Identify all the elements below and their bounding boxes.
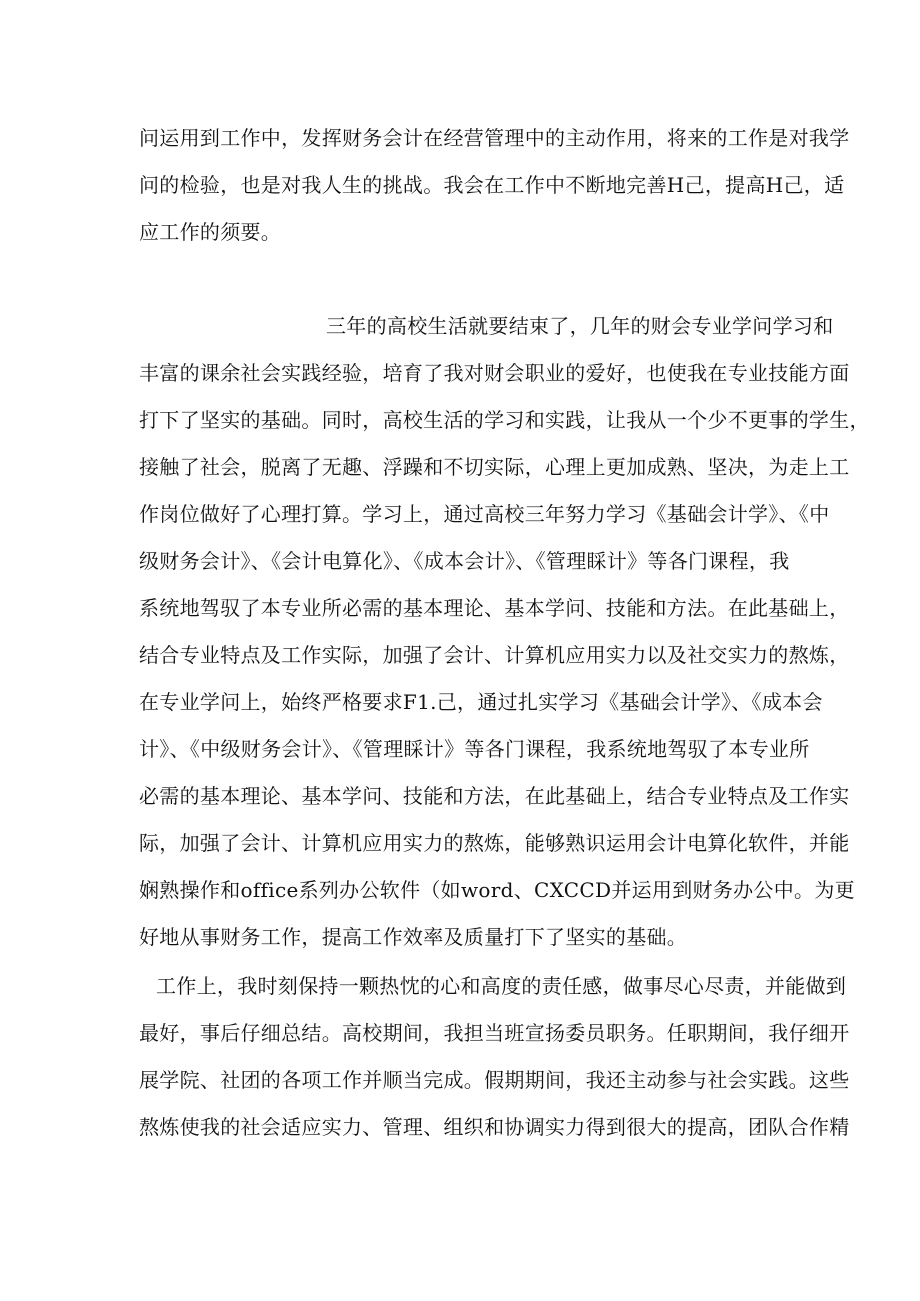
text-line: 作岗位做好了心理打算。学习上，通过高校三年努力学习《基础会计学》、《中 (139, 502, 830, 526)
text-line: 接触了社会，脱离了无趣、浮躁和不切实际，心理上更加成熟、坚决，为走上工 (139, 455, 850, 479)
text-line: 打下了坚实的基础。同时，高校生活的学习和实践，让我从一个少不更事的学生， (139, 408, 870, 432)
text-line: 必需的基本理论、基本学问、技能和方法，在此基础上，结合专业特点及工作实 (139, 784, 850, 808)
text-line: 应工作的须要。 (139, 220, 282, 244)
text-line: 娴熟操作和office系列办公软件（如word、CXCCD并运用到财务办公中。为更 (139, 878, 855, 902)
text-line: 三年的高校生活就要结束了，几年的财会专业学问学习和 (326, 314, 834, 338)
text-line: 最好，事后仔细总结。高校期间，我担当班宣扬委员职务。任职期间，我仔细开 (139, 1021, 850, 1045)
text-line: 际，加强了会计、计算机应用实力的熬炼，能够熟识运用会计电算化软件，并能 (139, 831, 850, 855)
text-line: 丰富的课余社会实践经验，培育了我对财会职业的爱好，也使我在专业技能方面 (139, 361, 850, 385)
text-line: 好地从事财务工作，提高工作效率及质量打下了坚实的基础。 (139, 925, 688, 949)
text-line: 展学院、社团的各项工作并顺当完成。假期期间，我还主动参与社会实践。这些 (139, 1068, 850, 1092)
text-line: 结合专业特点及工作实际，加强了会计、计算机应用实力以及社交实力的熬炼， (139, 643, 850, 667)
text-line: 问的检验，也是对我人生的挑战。我会在工作中不断地完善H己，提高H己，适 (139, 173, 845, 197)
text-line: 熬炼使我的社会适应实力、管理、组织和协调实力得到很大的提高，团队合作精 (139, 1115, 850, 1139)
text-line: 系统地驾驭了本专业所必需的基本理论、基本学问、技能和方法。在此基础上， (139, 596, 850, 620)
text-line: 工作上，我时刻保持一颗热忱的心和高度的责任感，做事尽心尽责，并能做到 (156, 974, 847, 998)
text-line: 计》、《中级财务会计》、《管理睬计》等各门课程，我系统地驾驭了本专业所 (139, 737, 810, 761)
text-line: 问运用到工作中，发挥财务会计在经营管理中的主动作用，将来的工作是对我学 (139, 126, 850, 150)
text-line: 在专业学问上，始终严格要求F1.己，通过扎实学习《基础会计学》、《成本会 (139, 690, 823, 714)
text-line: 级财务会计》、《会计电算化》、《成本会计》、《管理睬计》等各门课程，我 (139, 549, 790, 573)
